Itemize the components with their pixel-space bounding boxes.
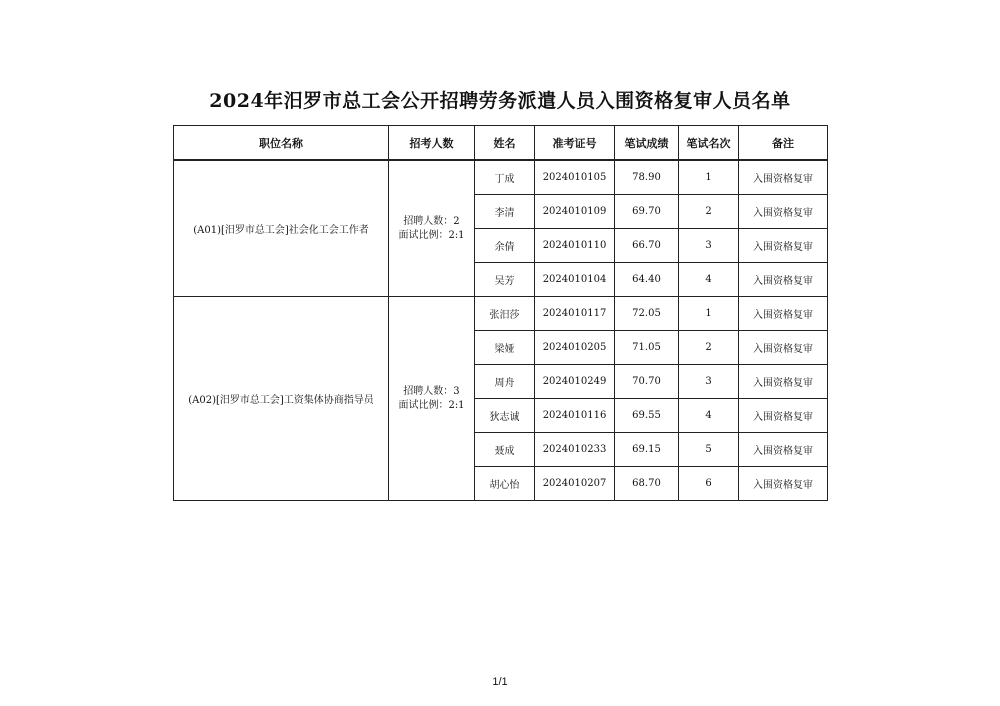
exam-id: 2024010116 [535, 399, 615, 433]
written-score: 78.90 [615, 160, 679, 195]
table-row [174, 160, 828, 195]
note: 入围资格复审 [739, 195, 828, 229]
page-indicator: 1/1 [492, 676, 508, 688]
note: 入围资格复审 [739, 365, 828, 399]
candidate-name: 聂成 [475, 433, 535, 467]
header-quota: 招考人数 [389, 126, 475, 161]
written-score: 70.70 [615, 365, 679, 399]
note: 入围资格复审 [739, 263, 828, 297]
table-header-row [174, 126, 828, 161]
header-position: 职位名称 [174, 126, 389, 161]
written-rank: 1 [679, 297, 739, 331]
note: 入围资格复审 [739, 399, 828, 433]
candidate-name: 丁成 [475, 160, 535, 195]
written-rank: 1 [679, 160, 739, 195]
note: 入围资格复审 [739, 229, 828, 263]
document-title: 2024年汨罗市总工会公开招聘劳务派遣人员入围资格复审人员名单 [209, 90, 791, 112]
exam-id: 2024010249 [535, 365, 615, 399]
interview-ratio: 面试比例：2:1 [398, 399, 465, 411]
exam-id: 2024010110 [535, 229, 615, 263]
candidate-name: 周舟 [475, 365, 535, 399]
candidate-name: 胡心怡 [475, 467, 535, 501]
table-row [174, 297, 828, 331]
written-score: 72.05 [615, 297, 679, 331]
exam-id: 2024010233 [535, 433, 615, 467]
written-score: 69.15 [615, 433, 679, 467]
note: 入围资格复审 [739, 433, 828, 467]
written-rank: 2 [679, 195, 739, 229]
exam-id: 2024010104 [535, 263, 615, 297]
candidate-name: 张汨莎 [475, 297, 535, 331]
header-score: 笔试成绩 [615, 126, 679, 161]
written-score: 66.70 [615, 229, 679, 263]
candidate-table [173, 125, 828, 501]
quota-count: 招聘人数：3 [403, 385, 460, 397]
written-score: 71.05 [615, 331, 679, 365]
written-rank: 6 [679, 467, 739, 501]
written-rank: 4 [679, 263, 739, 297]
candidate-name: 李清 [475, 195, 535, 229]
candidate-name: 梁娅 [475, 331, 535, 365]
header-name: 姓名 [475, 126, 535, 161]
written-score: 69.70 [615, 195, 679, 229]
written-rank: 3 [679, 365, 739, 399]
position-cell: (A01)[汨罗市总工会]社会化工会工作者 [174, 160, 389, 297]
position-cell: (A02)[汨罗市总工会]工资集体协商指导员 [174, 297, 389, 501]
interview-ratio: 面试比例：2:1 [398, 229, 465, 241]
written-rank: 4 [679, 399, 739, 433]
written-score: 68.70 [615, 467, 679, 501]
exam-id: 2024010109 [535, 195, 615, 229]
quota-count: 招聘人数：2 [403, 215, 460, 227]
candidate-name: 吴芳 [475, 263, 535, 297]
written-rank: 3 [679, 229, 739, 263]
exam-id: 2024010205 [535, 331, 615, 365]
note: 入围资格复审 [739, 297, 828, 331]
candidate-name: 余倩 [475, 229, 535, 263]
note: 入围资格复审 [739, 331, 828, 365]
exam-id: 2024010105 [535, 160, 615, 195]
written-score: 69.55 [615, 399, 679, 433]
note: 入围资格复审 [739, 160, 828, 195]
note: 入围资格复审 [739, 467, 828, 501]
header-rank: 笔试名次 [679, 126, 739, 161]
written-rank: 2 [679, 331, 739, 365]
exam-id: 2024010207 [535, 467, 615, 501]
quota-cell [389, 297, 475, 501]
written-score: 64.40 [615, 263, 679, 297]
header-exam-id: 准考证号 [535, 126, 615, 161]
quota-cell [389, 160, 475, 297]
header-note: 备注 [739, 126, 828, 161]
candidate-name: 狄志诚 [475, 399, 535, 433]
exam-id: 2024010117 [535, 297, 615, 331]
written-rank: 5 [679, 433, 739, 467]
